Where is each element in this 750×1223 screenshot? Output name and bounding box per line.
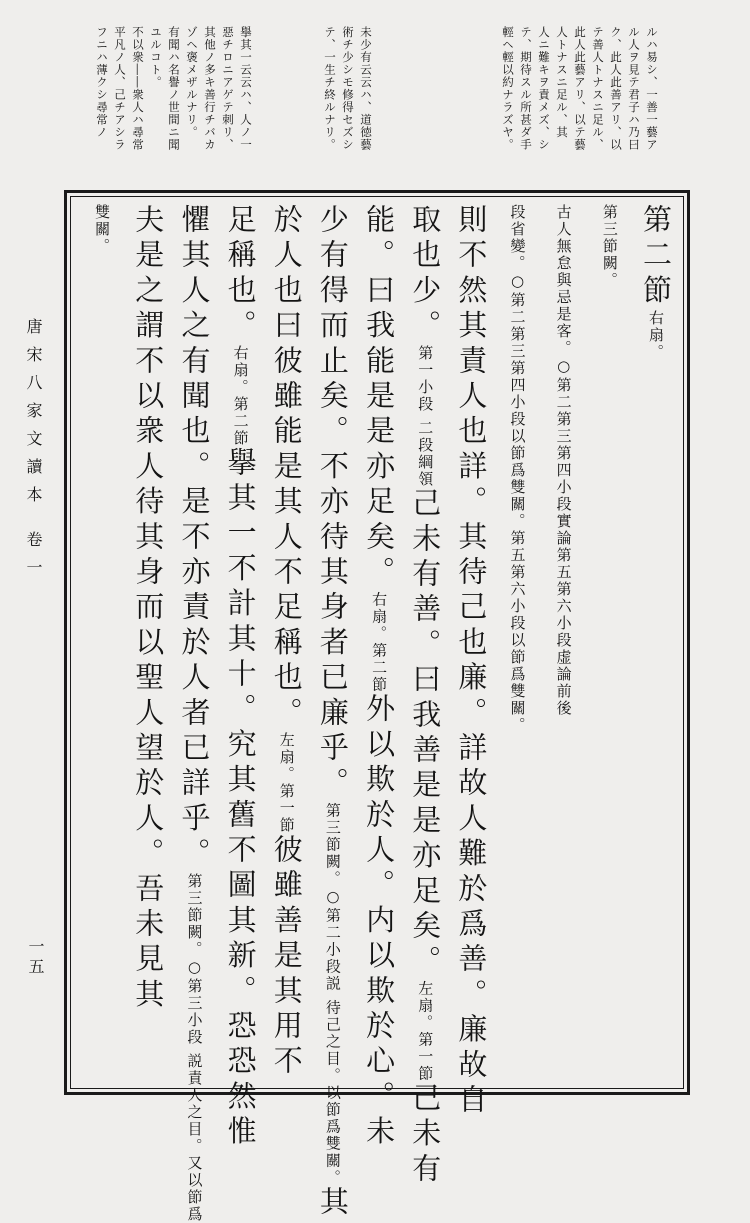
main-text: 少有得而止矣。不亦待其身者已廉乎。	[315, 204, 350, 803]
note-line: 擧其一云云ハ、人ノ一	[239, 26, 253, 151]
annotation-text: 右扇。第二節	[370, 591, 389, 694]
note-line: 有聞ハ名譽ノ世間ニ聞	[167, 26, 181, 151]
note-line: テ善人トナスニ足ル、	[591, 26, 605, 151]
top-note-right	[501, 26, 660, 206]
note-line: テ、期待スル所甚ダ手	[519, 26, 533, 151]
note-line: 此人此藝アリ、以テ藝	[573, 26, 587, 151]
text-column	[401, 204, 447, 1189]
note-line: 惡チロニアゲテ刺リ、	[221, 26, 235, 151]
note-line: テ、一生チ終ルナリ。	[323, 26, 337, 151]
annotation-text: 段省變。○第二第三第四小段以節爲雙關。第五第六小段以節爲雙關。	[508, 204, 527, 734]
main-text: 能。曰我能是是亦足矣。	[362, 204, 397, 592]
text-column	[355, 204, 401, 1151]
text-column	[493, 204, 539, 1082]
main-text: 足稱也。	[223, 204, 258, 345]
text-column	[632, 204, 678, 1082]
text-column	[263, 204, 309, 1082]
annotation-text: 左扇。第一節	[277, 732, 296, 834]
annotation-text: 第三節闕。	[600, 204, 619, 289]
annotation-text: 左扇。第一節	[416, 980, 435, 1083]
note-line: ク、此人此善アリ、以	[609, 26, 623, 151]
text-column	[78, 204, 124, 1082]
note-line: ゾヘ褒メザルナリ。	[185, 26, 199, 139]
main-text: 則不然其責人也詳。其待己也廉。詳故人難於爲善。廉故自	[454, 204, 489, 1120]
main-text-block	[78, 204, 678, 1223]
main-text: 夫是之謂不以衆人待其身而以聖人望於人。吾未見其	[131, 204, 166, 1014]
text-column	[124, 204, 170, 1082]
annotation-text: 右扇。	[646, 309, 665, 361]
text-column	[216, 204, 262, 1151]
annotation-text: 第三節闕。○第三小段 説責人之目。又以節爲	[185, 872, 204, 1223]
main-text: 懼其人之有聞也。是不亦責於人者已詳乎。	[177, 204, 212, 873]
text-column	[586, 204, 632, 1082]
text-column	[170, 204, 216, 1223]
text-column	[447, 204, 493, 1120]
page-number: 一五	[26, 938, 45, 978]
main-text: 第二節	[638, 204, 673, 310]
note-line: 其他ノ多キ善行チバカ	[203, 26, 217, 151]
note-line: フニハ薄クシ尋常ノ	[95, 26, 109, 139]
annotation-text: 第一小段 二段綱領	[416, 344, 435, 488]
annotation-text: 雙關。	[93, 204, 112, 255]
main-text: 外以欺於人。内以欺於心。未	[362, 693, 397, 1151]
main-text: 彼雖善是其用不	[269, 834, 304, 1081]
note-line: 平凡ノ人、己チアシラ	[113, 26, 127, 151]
note-line: ユルコト。	[149, 26, 163, 89]
note-line: 輕ヘ輕以約ナラズヤ。	[501, 26, 515, 151]
note-line: 人ニ難キヲ責メズ、シ	[537, 26, 551, 151]
main-text: 己未有善。曰我善是是亦足矣。	[408, 487, 443, 981]
note-line: ルハ易シ、一善一藝ア	[645, 26, 659, 151]
note-line: 不以衆――衆人ハ尋常	[131, 26, 145, 151]
note-line: 未少有云云ハ、道徳藝	[359, 26, 373, 151]
main-text: 己未有	[408, 1082, 443, 1189]
main-text: 其	[315, 1186, 350, 1222]
top-note-middle	[302, 26, 374, 206]
note-line: 術チ少シモ修得セズシ	[341, 26, 355, 151]
note-line: ル人ヲ見テ君子ハ乃曰	[627, 26, 641, 151]
annotation-text: 古人無怠與忌是客。○第二第三第四小段實論第五第六小段虚論前後	[554, 204, 573, 717]
main-text: 擧其一不計其十。究其舊不圖其新。恐恐然惟	[223, 446, 258, 1151]
top-note-left	[82, 26, 254, 206]
running-title: 唐宋八家文讀本 卷一	[24, 318, 43, 588]
note-line: 人トナスニ足ル、其	[555, 26, 569, 139]
text-column	[540, 204, 586, 1082]
main-text: 於人也曰彼雖能是其人不足稱也。	[269, 204, 304, 732]
annotation-text: 右扇。第二節	[231, 344, 250, 447]
annotation-text: 第三節闕。○第二小段説 待己之目。以節爲雙關。	[323, 802, 342, 1187]
text-column	[309, 204, 355, 1222]
main-text: 取也少。	[408, 204, 443, 345]
